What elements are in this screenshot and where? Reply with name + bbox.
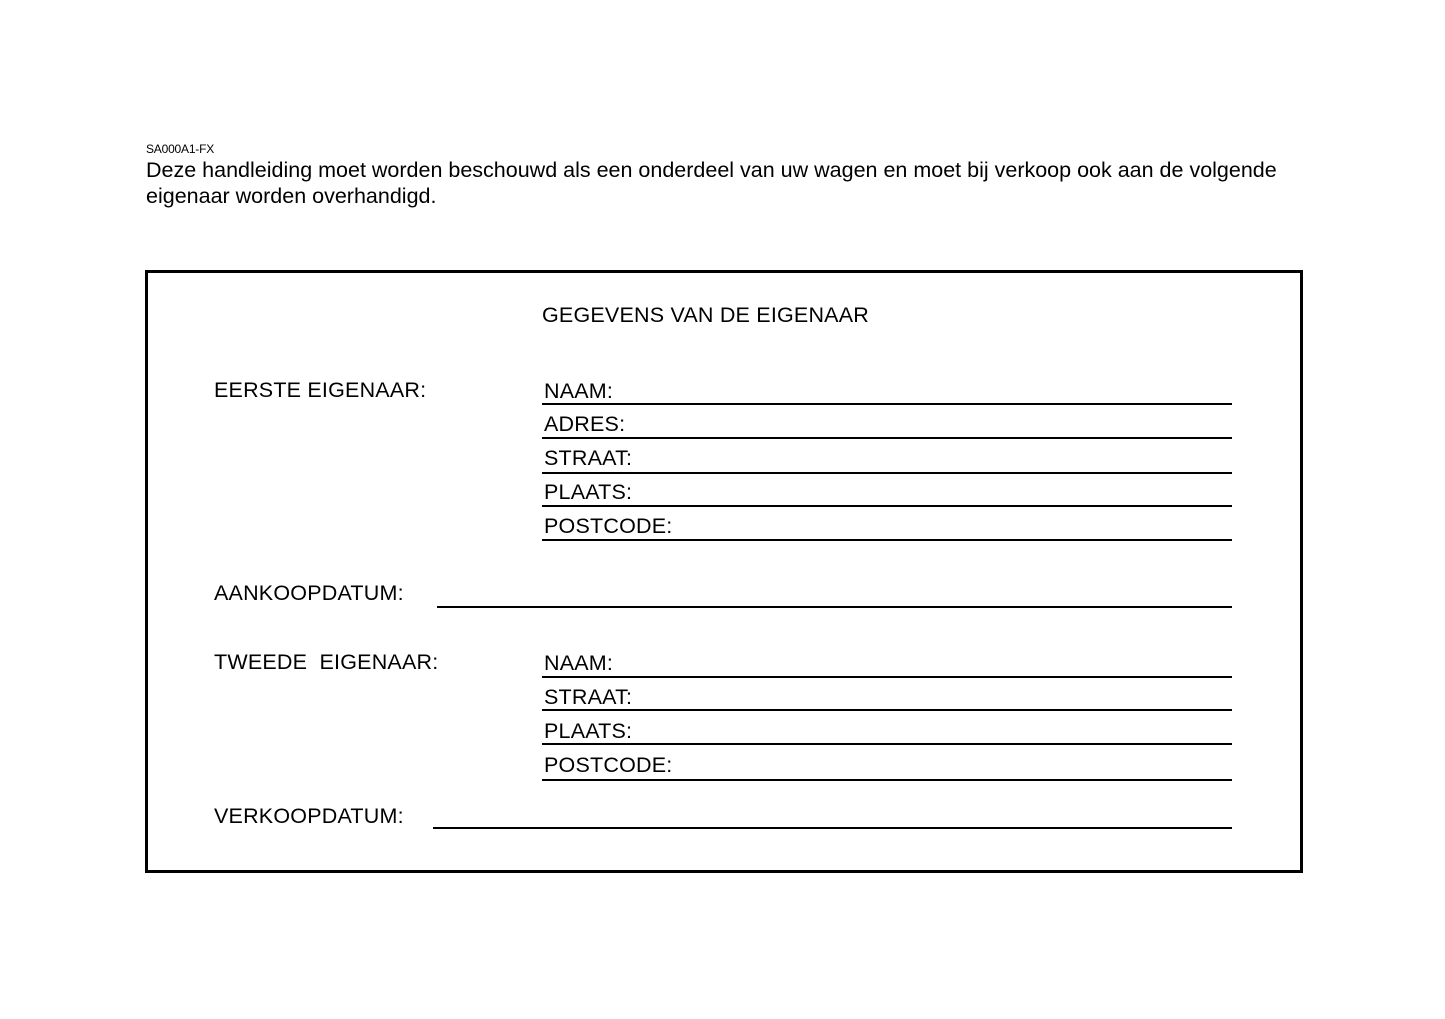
second-owner-city-label: PLAATS: [544, 719, 633, 743]
first-owner-name-field[interactable] [542, 403, 1232, 405]
purchase-date-field[interactable] [437, 606, 1232, 608]
purchase-date-label: AANKOOPDATUM: [214, 581, 404, 605]
first-owner-postcode-label: POSTCODE: [544, 514, 673, 538]
intro-paragraph: Deze handleiding moet worden beschouwd als een onderdeel van uw wagen en moet bij verkoop ook aan de volgende eigenaar worden overhandigd. [146, 158, 1277, 208]
first-owner-street-label: STRAAT: [544, 446, 633, 470]
document-code: SA000A1-FX [146, 142, 215, 156]
first-owner-name-label: NAAM: [544, 379, 614, 403]
second-owner-name-field[interactable] [542, 676, 1232, 678]
second-owner-street-field[interactable] [542, 709, 1232, 711]
owner-form-box [145, 270, 1303, 873]
second-owner-postcode-label: POSTCODE: [544, 753, 673, 777]
sale-date-field[interactable] [433, 827, 1232, 829]
second-owner-city-field[interactable] [542, 743, 1232, 745]
first-owner-street-field[interactable] [542, 472, 1232, 474]
first-owner-city-label: PLAATS: [544, 480, 633, 504]
first-owner-city-field[interactable] [542, 505, 1232, 507]
first-owner-address-field[interactable] [542, 437, 1232, 439]
first-owner-address-label: ADRES: [544, 412, 626, 436]
second-owner-label: TWEEDE EIGENAAR: [214, 650, 439, 674]
second-owner-postcode-field[interactable] [542, 779, 1232, 781]
form-title: GEGEVENS VAN DE EIGENAAR [542, 303, 869, 327]
second-owner-name-label: NAAM: [544, 651, 614, 675]
first-owner-label: EERSTE EIGENAAR: [214, 378, 427, 402]
first-owner-postcode-field[interactable] [542, 539, 1232, 541]
sale-date-label: VERKOOPDATUM: [214, 804, 404, 828]
second-owner-street-label: STRAAT: [544, 685, 633, 709]
